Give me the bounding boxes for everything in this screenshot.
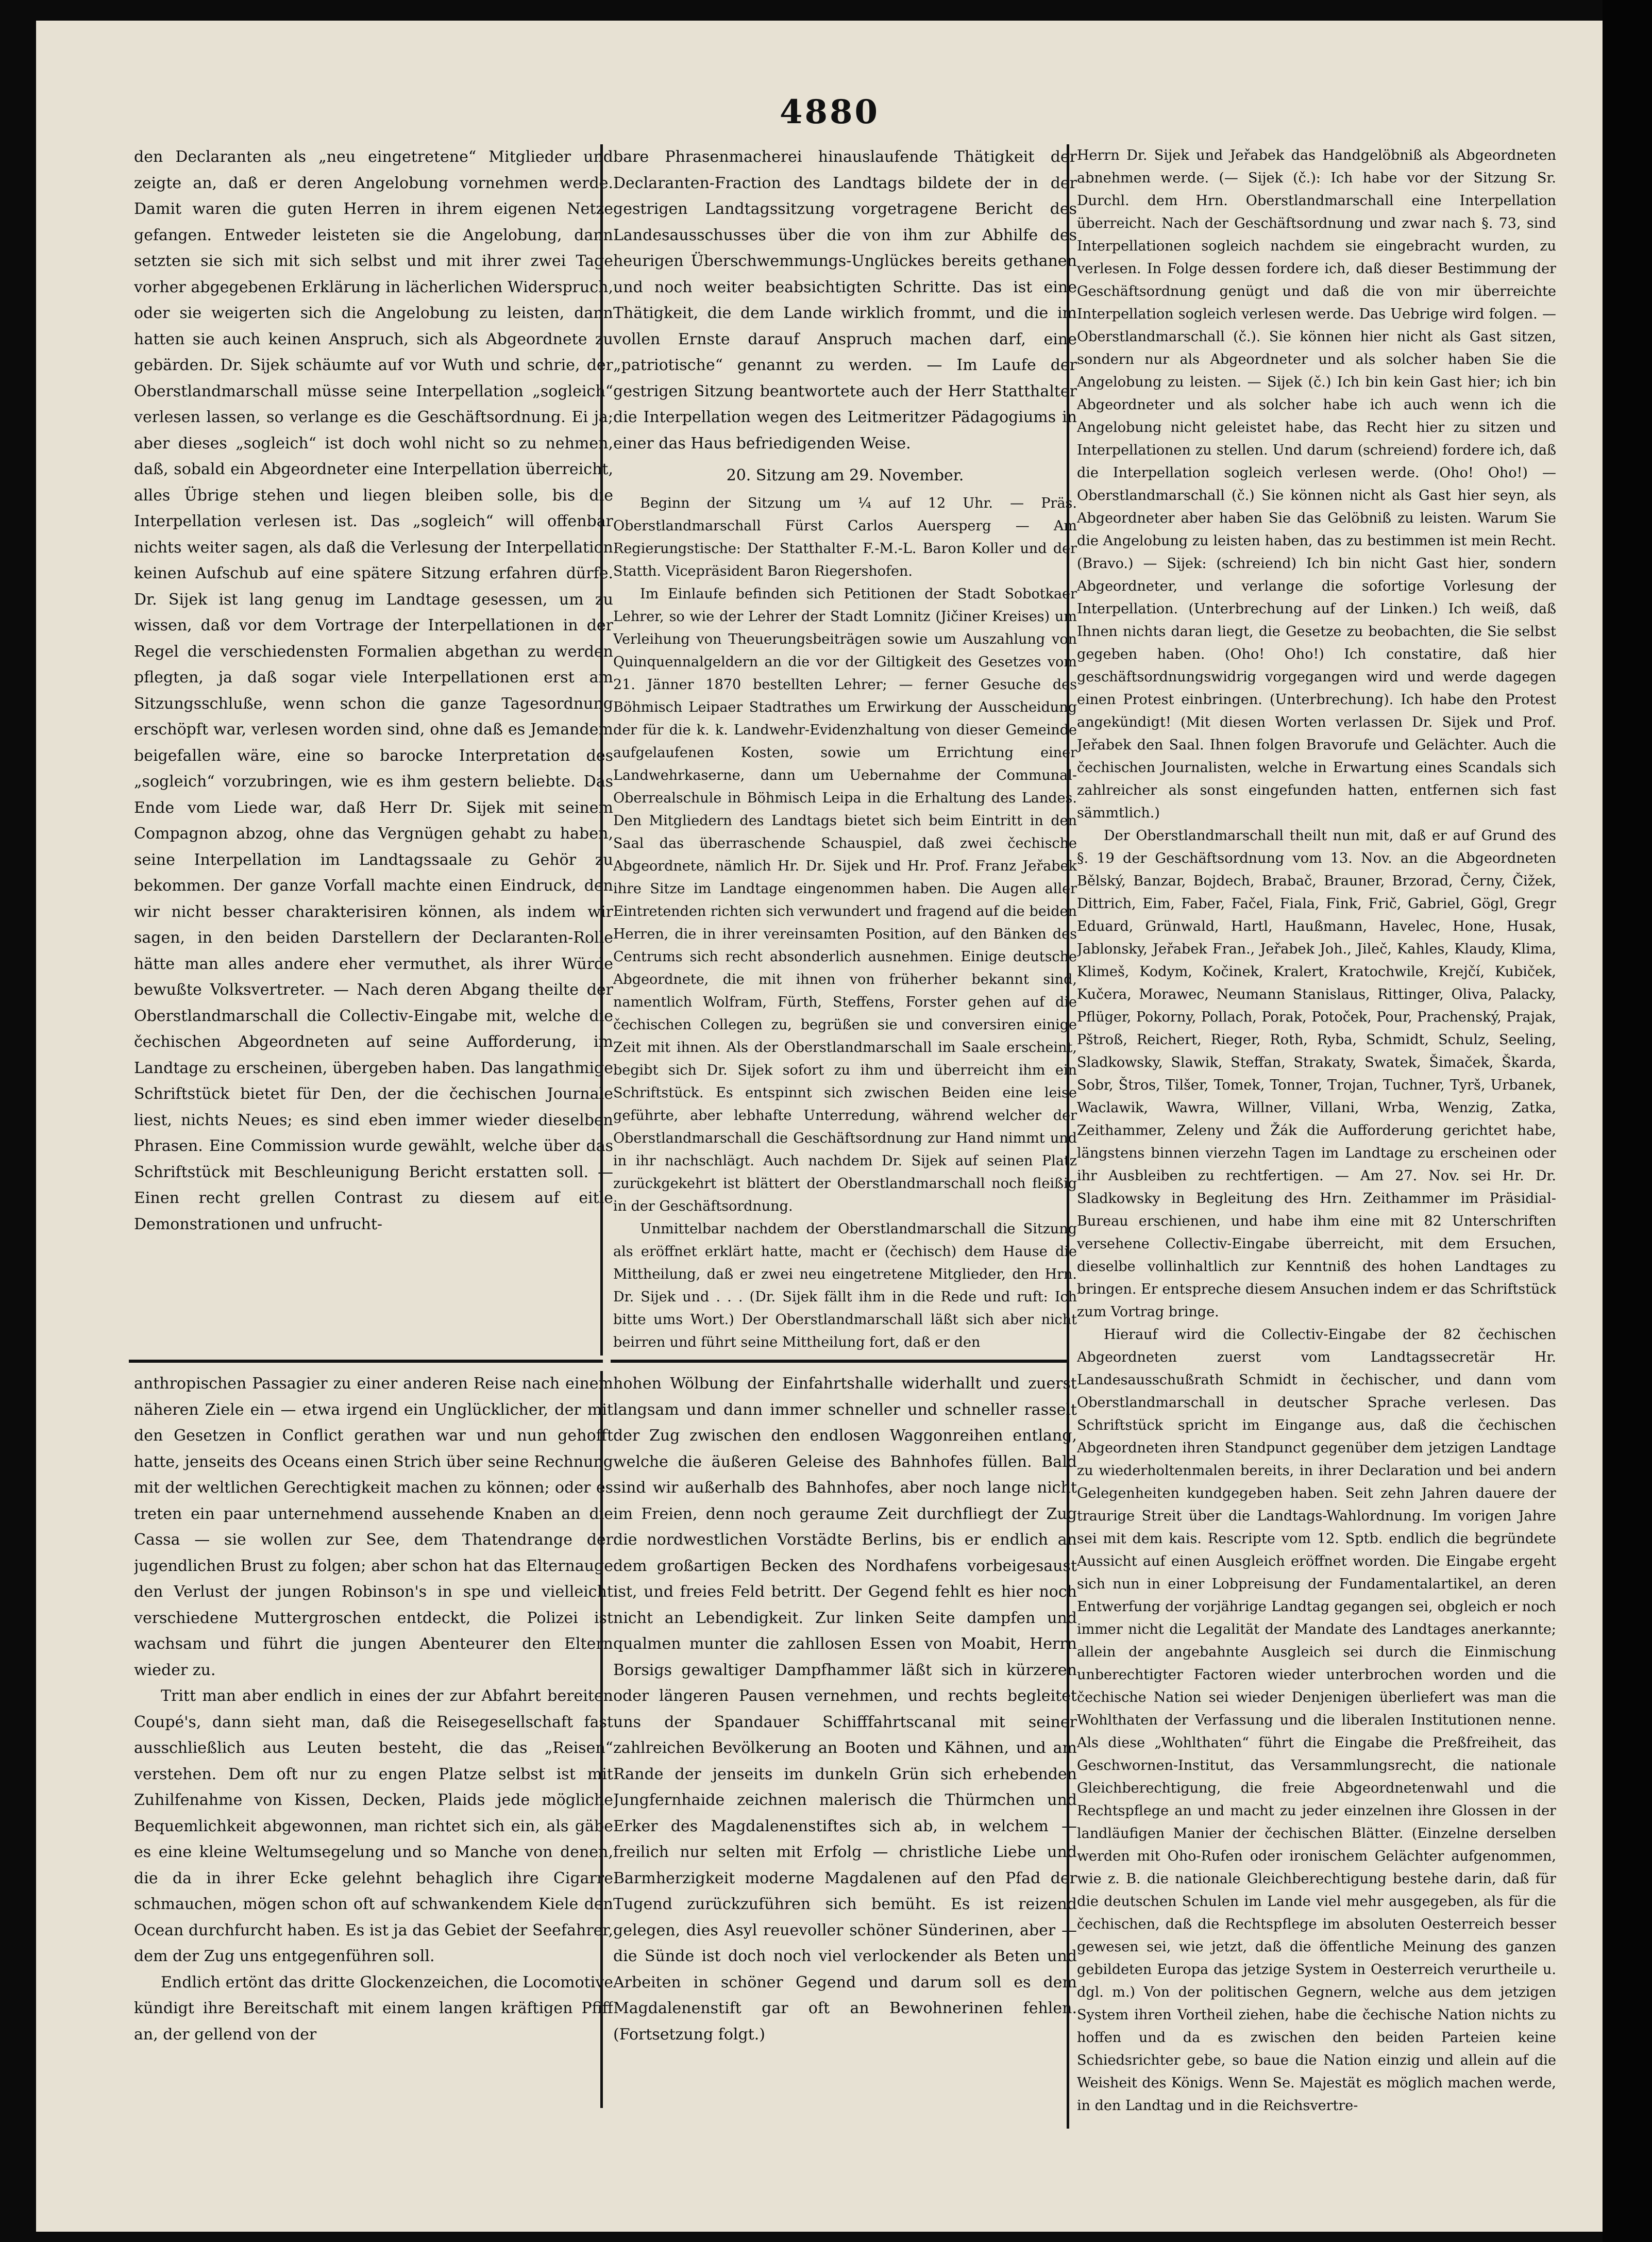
session-report: Der Oberstlandmarschall theilt nun mit, daß er auf Grund des §. 19 der Geschäftsordnung vom 13. Nov. an die Abgeordneten Bělský, Banzar, Bojdech, Brabač, Brauner, Brzorad, Černy, Čižek, Dittrich, Eim, Faber, Fačel, Fiala, Fink, Frič, Gabriel, Gögl, Gregr Eduard, Grünwald, Hartl, Haußmann, Havelec, Hone, Husak, Jablonsky, Jeřabek Fran., Jeřabek Joh., Jileč, Kahles, Klaudy, Klima, Klimeš, Kodym, Kočinek, Kralert, Kratochwile, Krejčí, Kubiček, Kučera, Morawec, Neumann Stanislaus, Rittinger, Oliva, Palacky, Pflüger, Pokorny, Pollach, Porak, Potoček, Pour, Prachenský, Prajak, Pštroß, Reichert, Rieger, Roth, Ryba, Schmidt, Schulz, Seeling, Sladkowsky, Slawik, Steffan, Strakaty, Swatek, Šimaček, Škarda, Sobr, Štros, Tilšer, Tomek, Tonner, Trojan, Tuchner, Tyrš, Urbanek, Waclawik, Wawra, Willner, Villani, Wrba, Wenzig, Zatka, Zeithammer, Zeleny und Žák die Aufforderung gerichtet habe, längstens binnen vierzehn Tagen im Landtage zu erscheinen oder ihr Ausbleiben zu rechtfertigen. — Am 27. Nov. sei Hr. Dr. Sladkowsky in Begleitung des Hrn. Zeithammer im Präsidial-Bureau erschienen, und habe ihm eine mit 82 Unterschriften versehene Collectiv-Eingabe überreicht, mit dem Ersuchen, dieselbe vollinhaltlich zur Kenntniß des hohen Landtages zu bringen. Er entspreche diesem Ansuchen indem er das Schriftstück zum Vortrag bringe. bbox=[1077, 828, 1556, 1320]
newspaper-page bbox=[36, 21, 1603, 2232]
article-text: bare Phrasenmacherei hinauslaufende Thätigkeit der Declaranten-Fraction des Landtags bildete der in der gestrigen Landtagssitzung vorgetragene Bericht des Landesausschusses über die von ihm zur Abhilfe des heurigen Überschwemmungs-Unglückes bereits gethanen und noch weiter beabsichtigten Schritte. Das ist eine Thätigkeit, die dem Lande wirklich frommt, und die im vollen Ernste darauf Anspruch machen darf, eine „patriotische“ genannt zu werden. — Im Laufe der gestrigen Sitzung beantwortete auch der Herr Statthalter die Interpellation wegen des Leitmeritzer Pädagogiums in einer das Haus befriedigenden Weise. bbox=[613, 148, 1077, 453]
session-heading: 20. Sitzung am 29. November. bbox=[726, 466, 964, 484]
feuilleton-column-2 bbox=[613, 1371, 1077, 2108]
article-text: den Declaranten als „neu eingetretene“ Mitglieder und zeigte an, daß er deren Angelobung vornehmen werde. Damit waren die guten Herren in ihrem eigenen Netze gefangen. Entweder leisteten sie die Angelobung, dann setzten sie sich mit sich selbst und mit ihrer zwei Tage vorher abgegebenen Erklärung in lächerlichen Widerspruch, oder sie weigerten sich die Angelobung zu leisten, dann hatten sie auch keinen Anspruch, sich als Abgeordnete zu gebärden. Dr. Sijek schäumte auf vor Wuth und schrie, der Oberstlandmarschall müsse seine Interpellation „sogleich“ verlesen lassen, so verlange es die Geschäftsordnung. Ei ja; aber dieses „sogleich“ ist doch wohl nicht so zu nehmen, daß, sobald ein Abgeordneter eine Interpellation überreicht, alles Übrige stehen und liegen bleiben solle, bis die Interpellation verlesen ist. Das „sogleich“ will offenbar nichts weiter sagen, als daß die Verlesung der Interpellation keinen Aufschub auf eine spätere Sitzung erfahren dürfe. Dr. Sijek ist lang genug im Landtage gesessen, um zu wissen, daß vor dem Vortrage der Interpellationen in der Regel die verschiedensten Formalien abgethan zu werden pflegten, ja daß sogar viele Interpellationen erst am Sitzungsschluße, wenn schon die ganze Tagesordnung erschöpft war, verlesen worden sind, ohne daß es Jemandem beigefallen wäre, eine so barocke Interpretation des „sogleich“ vorzubringen, wie es ihm gestern beliebte. Das Ende vom Liede war, daß Herr Dr. Sijek mit seinem Compagnon abzog, ohne das Vergnügen gehabt zu haben, seine Interpellation im Landtagssaale zu Gehör zu bekommen. Der ganze Vorfall machte einen Eindruck, den wir nicht besser charakterisiren können, als indem wir sagen, in den beiden Darstellern der Declaranten-Rolle hätte man alles andere eher vermuthet, als ihrer Würde bewußte Volksvertreter. — Nach deren Abgang theilte der Oberstlandmarschall die Collectiv-Eingabe mit, welche die čechischen Abgeordneten auf seine Aufforderung, im Landtage zu erscheinen, übergeben haben. Das langathmige Schriftstück bietet für Den, der die čechischen Journale liest, nichts Neues; es sind eben immer wieder dieselben Phrasen. Eine Commission wurde gewählt, welche über das Schriftstück mit Beschleunigung Bericht erstatten soll. — Einen recht grellen Contrast zu diesem auf eitle Demonstrationen und unfrucht- bbox=[134, 148, 613, 1233]
article-column-2 bbox=[613, 144, 1077, 1356]
article-column-3 bbox=[1077, 144, 1556, 2129]
feuilleton-column-1 bbox=[134, 1371, 613, 2108]
session-report: Hierauf wird die Collectiv-Eingabe der 82 čechischen Abgeordneten zuerst vom Landtagssecretär Hr. Landesausschußrath Schmidt in čechischer, und dann vom Oberstlandmarschall in deutscher Sprache verlesen. Das Schriftstück spricht im Eingange aus, daß die čechischen Abgeordneten ihren Standpunct gegenüber dem jetzigen Landtage zu wiederholtenmalen bereits, in ihrer Declaration und bei andern Gelegenheiten kundgegeben haben. Seit zehn Jahren dauere der traurige Streit über die Landtags-Wahlordnung. Im vorigen Jahre sei mit dem kais. Rescripte vom 12. Sptb. endlich die begründete Aussicht auf einen Ausgleich eröffnet worden. Die Eingabe ergeht sich nun in einer Lobpreisung der Fundamentalartikel, an deren Entwerfung der vorjährige Landtag gegangen sei, obgleich er noch immer nicht die Legalität der Mandate des Landtages anerkannte; allein der angebahnte Ausgleich sei durch die Einmischung unberechtigter Factoren wieder unterbrochen worden und die čechische Nation sei wieder Denjenigen überliefert was man die Wohlthaten der Verfassung und die liberalen Institutionen nenne. Als diese „Wohlthaten“ führt die Eingabe die Preßfreiheit, das Geschwornen-Institut, das Versammlungsrecht, die nationale Gleichberechtigung, die freie Abgeordnetenwahl und die Rechtspflege an und macht zu jeder einzelnen ihre Glossen in der landläufigen Manier der čechischen Blätter. (Einzelne derselben werden mit Oho-Rufen oder ironischem Gelächter aufgenommen, wie z. B. die nationale Gleichberechtigung bestehe darin, daß für die deutschen Schulen im Lande viel mehr ausgegeben, als für die čechischen, daß die Rechtspflege im absoluten Oesterreich besser gewesen sei, wie jetzt, daß die öffentliche Meinung des ganzen gebildeten Europa das jetzige System in Oesterreich verurtheile u. dgl. m.) Von der politischen Gegnern, welche aus dem jetzigen System ihren Vortheil ziehen, habe die čechische Nation nichts zu hoffen und da es zwischen den beiden Parteien keine Schiedsrichter gebe, so baue die Nation einzig und allein auf die Weisheit des Königs. Wenn Se. Majestät es möglich machen werde, in den Landtag und in die Reichsvertre- bbox=[1077, 1327, 1556, 2114]
page-number: 4880 bbox=[779, 93, 880, 131]
article-column-1 bbox=[134, 144, 613, 1356]
feuilleton-text: Endlich ertönt das dritte Glockenzeichen, die Locomotive kündigt ihre Bereitschaft mit einem langen kräftigen Pfiff an, der gellend von der bbox=[134, 1973, 613, 2044]
session-opening: Beginn der Sitzung um ¼ auf 12 Uhr. — Präs. Oberstlandmarschall Fürst Carlos Auersperg — Am Regierungstische: Der Statthalter F.-M.-L. Baron Koller und der Statth. Vicepräsident Baron Riegershofen. bbox=[613, 495, 1077, 579]
feuilleton-text: anthropischen Passagier zu einer anderen Reise nach einem näheren Ziele ein — etwa irgend ein Unglücklicher, der mit den Gesetzen in Conflict gerathen war und nun gehofft hatte, jenseits des Oceans einen Strich über seine Rechnung mit der weltlichen Gerechtigkeit machen zu können; oder es treten ein paar unternehmend aussehende Knaben an die Cassa — sie wollen zur See, dem Thatendrange der jugendlichen Brust zu folgen; aber schon hat das Elternauge den Verlust der jungen Robinson's in spe und vielleicht verschiedene Muttergroschen entdeckt, die Polizei ist wachsam und führt die jungen Abenteurer den Eltern wieder zu. bbox=[134, 1375, 613, 1679]
section-divider bbox=[611, 1360, 1069, 1363]
feuilleton-text: hohen Wölbung der Einfahrtshalle widerhallt und zuerst langsam und dann immer schneller und schneller rasselt der Zug zwischen den endlosen Waggonreihen entlang, welche die äußeren Geleise des Bahnhofes füllen. Bald sind wir außerhalb des Bahnhofes, aber noch lange nicht im Freien, denn noch geraume Zeit durchfliegt der Zug die nordwestlichen Vorstädte Berlins, bis er endlich an dem großartigen Becken des Nordhafens vorbeigesaust ist, und freies Feld betritt. Der Gegend fehlt es hier noch nicht an Lebendigkeit. Zur linken Seite dampfen und qualmen munter die zahllosen Essen von Moabit, Herrn Borsigs gewaltiger Dampfhammer läßt sich in kürzeren oder längeren Pausen vernehmen, und rechts begleitet uns der Spandauer Schifffahrtscanal mit seiner zahlreichen Bevölkerung an Booten und Kähnen, und am Rande der jenseits im dunkeln Grün sich erhebenden Jungfernhaide zeichnen malerisch die Thürmchen und Erker des Magdalenenstiftes sich ab, in welchem — freilich nur selten mit Erfolg — christliche Liebe und Barmherzigkeit moderne Magdalenen auf den Pfad der Tugend zurückzuführen sich bemüht. Es ist reizend gelegen, dies Asyl reuevoller schöner Sünderinen, aber — die Sünde ist doch noch viel verlockender als Beten und Arbeiten in schöner Gegend und darum soll es dem Magdalenenstift gar oft an Bewohnerinen fehlen. (Fortsetzung folgt.) bbox=[613, 1375, 1077, 2044]
session-report: Im Einlaufe befinden sich Petitionen der Stadt Sobotkaer Lehrer, so wie der Lehrer der Stadt Lomnitz (Jičiner Kreises) um Verleihung von Theuerungsbeiträgen sowie um Auszahlung von Quinquennalgeldern an die vor der Giltigkeit des Gesetzes vom 21. Jänner 1870 bestellten Lehrer; — ferner Gesuche des Böhmisch Leipaer Stadtrathes um Erwirkung der Ausscheidung der für die k. k. Landwehr-Evidenzhaltung von dieser Gemeinde aufgelaufenen Kosten, sowie um Errichtung einer Landwehrkaserne, dann um Uebernahme der Communal-Oberrealschule in Böhmisch Leipa in die Erhaltung des Landes. Den Mitgliedern des Landtags bietet sich beim Eintritt in den Saal das überraschende Schauspiel, daß zwei čechische Abgeordnete, nämlich Hr. Dr. Sijek und Hr. Prof. Franz Jeřabek ihre Sitze im Landtage eingenommen haben. Die Augen aller Eintretenden richten sich verwundert und fragend auf die beiden Herren, die in ihrer vereinsamten Position, auf den Bänken des Centrums sich recht absonderlich ausnehmen. Einige deutsche Abgeordnete, die mit ihnen von früherher bekannt sind, namentlich Wolfram, Fürth, Steffens, Forster gehen auf die čechischen Collegen zu, begrüßen sie und conversiren einige Zeit mit ihnen. Als der Oberstlandmarschall im Saale erscheint, begibt sich Dr. Sijek sofort zu ihm und überreicht ihm ein Schriftstück. Es entspinnt sich zwischen Beiden eine leise geführte, aber lebhafte Unterredung, während welcher der Oberstlandmarschall die Geschäftsordnung zur Hand nimmt und in ihr nachschlägt. Auch nachdem Dr. Sijek auf seinen Platz zurückgekehrt ist blättert der Oberstlandmarschall noch fleißig in der Geschäftsordnung. bbox=[613, 585, 1077, 1214]
feuilleton-text: Tritt man aber endlich in eines der zur Abfahrt bereiten Coupé's, dann sieht man, daß die Reisegesellschaft fast ausschließlich aus Leuten besteht, die das „Reisen“ verstehen. Dem oft nur zu engen Platze selbst ist mit Zuhilfenahme von Kissen, Decken, Plaids jede mögliche Bequemlichkeit abgewonnen, man richtet sich ein, als gäbe es eine kleine Weltumsegelung und so Manche von denen, die da in ihrer Ecke gelehnt behaglich ihre Cigarre schmauchen, mögen schon oft auf schwankendem Kiele den Ocean durchfurcht haben. Es ist ja das Gebiet der Seefahrer, dem der Zug uns entgegenführen soll. bbox=[134, 1687, 613, 1965]
section-divider bbox=[129, 1360, 603, 1363]
session-report: Unmittelbar nachdem der Oberstlandmarschall die Sitzung als eröffnet erklärt hatte, macht er (čechisch) dem Hause die Mittheilung, daß er zwei neu eingetretene Mitglieder, den Hrn. Dr. Sijek und . . . (Dr. Sijek fällt ihm in die Rede und ruft: Ich bitte ums Wort.) Der Oberstlandmarschall läßt sich aber nicht beirren und führt seine Mittheilung fort, daß er den bbox=[613, 1220, 1077, 1350]
session-report: Herrn Dr. Sijek und Jeřabek das Handgelöbniß als Abgeordneten abnehmen werde. (— Sijek (č.): Ich habe vor der Sitzung Sr. Durchl. dem Hrn. Oberstlandmarschall eine Interpellation überreicht. Nach der Geschäftsordnung und zwar nach §. 73, sind Interpellationen sogleich nachdem sie eingebracht wurden, zu verlesen. In Folge dessen fordere ich, daß dieser Bestimmung der Geschäftsordnung genügt und daß die von mir überreichte Interpellation sogleich verlesen werde. Das Uebrige wird folgen. — Oberstlandmarschall (č.). Sie können hier nicht als Gast sitzen, sondern nur als Abgeordneter und als solcher haben Sie die Angelobung zu leisten. — Sijek (č.) Ich bin kein Gast hier; ich bin Abgeordneter und als solcher habe ich auch wenn ich die Angelobung nicht geleistet habe, das Recht hier zu sitzen und Interpellationen zu stellen. Und darum (schreiend) fordere ich, daß die Interpellation sogleich verlesen werde. (Oho! Oho!) — Oberstlandmarschall (č.) Sie können nicht als Gast hier seyn, als Abgeordneter aber haben Sie das Gelöbniß zu leisten. Warum Sie die Angelobung zu leisten haben, das zu bestimmen ist mein Recht. (Bravo.) — Sijek: (schreiend) Ich bin nicht Gast hier, sondern Abgeordneter, und verlange die sofortige Vorlesung der Interpellation. (Unterbrechung auf der Linken.) Ich weiß, daß Ihnen nichts daran liegt, die Gesetze zu beobachten, die Sie selbst gegeben haben. (Oho! Oho!) Ich constatire, daß hier geschäftsordnungswidrig vorgegangen wird und werde dagegen einen Protest einbringen. (Unterbrechung). Ich habe den Protest angekündigt! (Mit diesen Worten verlassen Dr. Sijek und Prof. Jeřabek den Saal. Ihnen folgen Bravorufe und Gelächter. Auch die čechischen Journalisten, welche in Erwartung eines Scandals sich zahlreicher als sonst eingefunden hatten, entfernen sich fast sämmtlich.) bbox=[1077, 147, 1556, 821]
scan-border bbox=[1603, 0, 1652, 2242]
